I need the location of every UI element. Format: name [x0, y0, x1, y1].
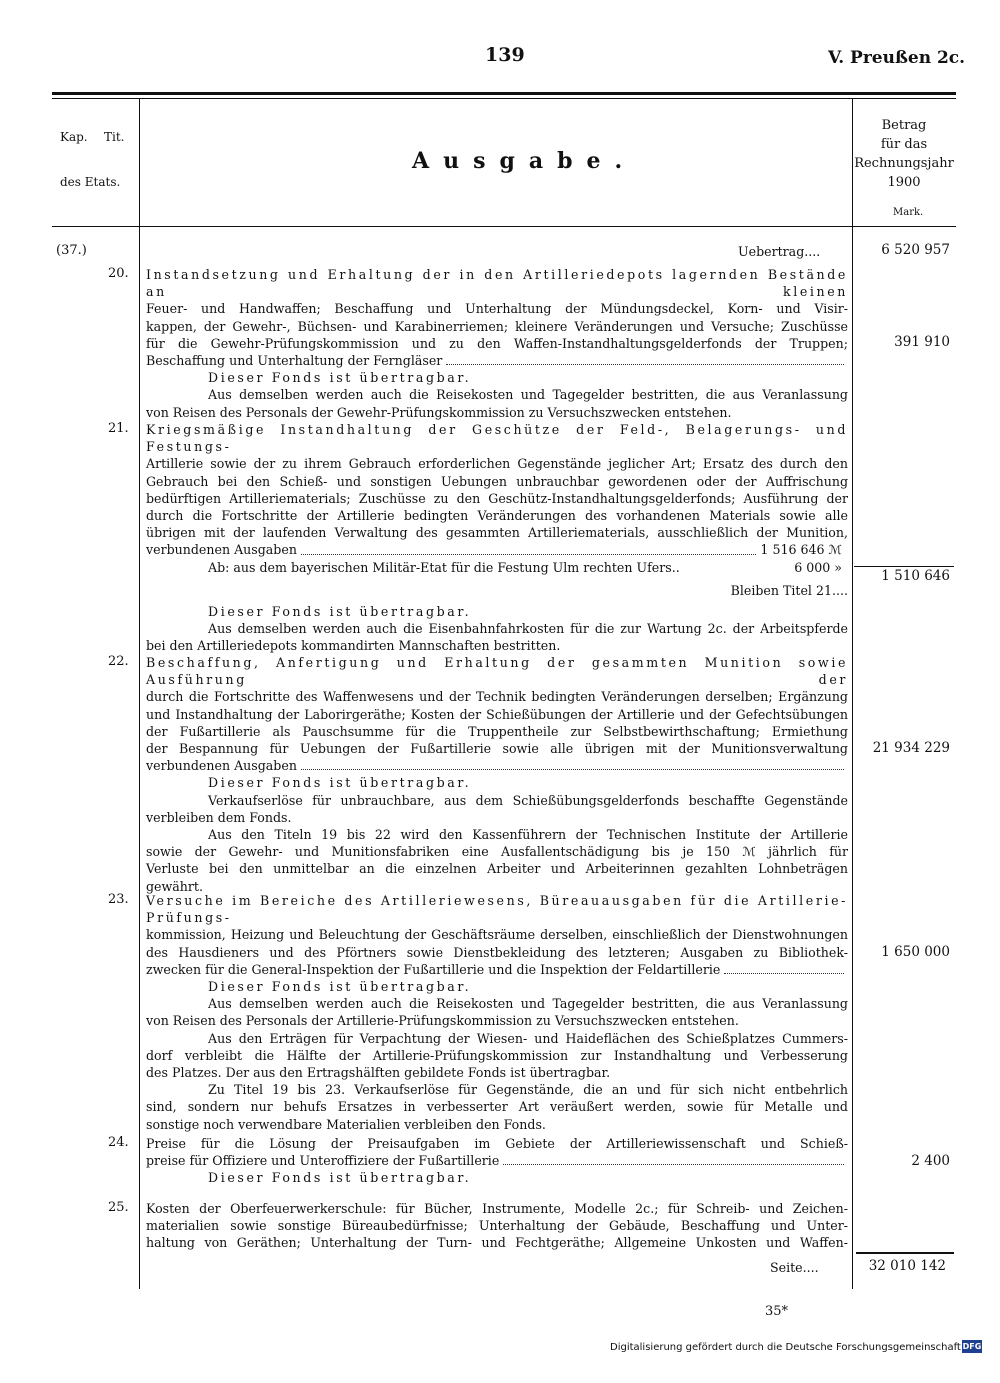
text-line	[146, 352, 848, 369]
text-line: der Fußartillerie als Pauschsumme für die Truppentheile zur Selbstbewirthschaftung; Ermiethung	[146, 723, 848, 739]
note-line: dorf verbleibt die Hälfte der Artillerie-Prüfungskommission zur Instandhaltung und Verbesserung	[146, 1047, 848, 1063]
title-amount: 391 910	[894, 334, 950, 350]
title-amount: 2 400	[911, 1153, 950, 1169]
line-text: verbundenen Ausgaben	[146, 758, 297, 774]
text-line	[146, 541, 848, 558]
title-amount: 1 650 000	[881, 944, 950, 960]
text-line: Preise für die Lösung der Preisaufgaben im Gebiete der Artilleriewissenschaft und Schieß-	[146, 1136, 848, 1151]
text-line: und Instandhaltung der Laborirgeräthe; Kosten der Schießübungen der Artillerie und der Gefechtsübungen	[146, 706, 848, 722]
column-divider-right	[852, 99, 853, 1289]
text-line: Gebrauch bei den Schieß- und sonstigen Uebungen unbrauchbar gewordenen oder der Auffrischung	[146, 473, 848, 489]
title-text	[146, 1135, 848, 1187]
note-line: Aus den Titeln 19 bis 22 wird den Kassenführern der Technischen Institute der Artillerie	[208, 827, 848, 843]
gross-amount: 1 516 646 ℳ	[760, 542, 842, 558]
text-line: Versuche im Bereiche des Artilleriewesens, Büreauausgaben für die Artillerie-Prüfungs-	[146, 893, 848, 926]
dot-leader	[301, 757, 844, 770]
text-line: haltung von Geräthen; Unterhaltung der Turn- und Fechtgeräthe; Allgemeine Unkosten und Waffen-	[146, 1235, 848, 1251]
fonds-note: Dieser Fonds ist übertragbar.	[208, 1170, 472, 1186]
note-line: gewährt.	[146, 878, 203, 894]
amount-header-line: Rechnungsjahr	[854, 156, 954, 171]
text-line: bedürftigen Artilleriematerials; Zuschüsse zu den Geschütz-Instandhaltungsgelderfonds; Ausführung der	[146, 490, 848, 506]
title-text	[146, 421, 848, 655]
seite-amount: 32 010 142	[868, 1258, 946, 1274]
note-line: Aus demselben werden auch die Reisekosten und Tagegelder bestritten, die aus Veranlassung	[208, 996, 848, 1012]
sum-rule-21	[854, 566, 954, 567]
page-number: 139	[485, 44, 525, 66]
text-line: Artillerie sowie der zu ihrem Gebrauch erforderlichen Gegenstände jeglicher Art; Ersatz des durch den	[146, 456, 848, 472]
text-line: Kriegsmäßige Instandhaltung der Geschütze der Feld-, Belagerungs- und Festungs-	[146, 422, 848, 455]
deduction-amount: 6 000 »	[794, 559, 842, 575]
amount-header-line: Betrag	[881, 118, 927, 133]
line-text: preise für Offiziere und Unteroffiziere der Fußartillerie	[146, 1153, 500, 1169]
note-line: Zu Titel 19 bis 23. Verkaufserlöse für Gegenstände, die an und für sich nicht entbehrlich	[208, 1082, 848, 1098]
title-number: 22.	[108, 654, 129, 669]
line-text: Beschaffung und Unterhaltung der Ferngläser	[146, 353, 443, 369]
remaining-line	[146, 576, 848, 599]
note-line: verbleiben dem Fonds.	[146, 809, 292, 825]
text-line: Beschaffung, Anfertigung und Erhaltung der gesammten Munition sowie Ausführung der	[146, 655, 848, 688]
deduction-line	[146, 559, 848, 576]
title-text	[146, 892, 848, 1133]
title-text	[146, 1200, 848, 1252]
text-line	[146, 961, 848, 978]
text-line: kappen, der Gewehr-, Büchsen- und Karabinerriemen; kleinere Veränderungen und Versuche; Zuschüsse	[146, 318, 848, 334]
title-amount: 21 934 229	[872, 740, 950, 756]
text-line: durch die Fortschritte der Artillerie bedingten Veränderungen des vorhandenen Materials sowie alle	[146, 508, 848, 524]
note-line: Aus den Erträgen für Verpachtung der Wiesen- und Haideflächen des Schießplatzes Cummers-	[208, 1030, 848, 1046]
note-line: sind, sondern nur behufs Ersatzes in verbesserter Art veräußert werden, sowie für Metalle und	[146, 1099, 848, 1115]
note-line: Aus demselben werden auch die Eisenbahnfahrkosten für die zur Wartung 2c. der Arbeitspferde	[208, 621, 848, 637]
text-line: durch die Fortschritte des Waffenwesens und der Technik bedingten Veränderungen derselben; Ergänzung	[146, 689, 848, 705]
title-text	[146, 654, 848, 895]
note-line: von Reisen des Personals der Gewehr-Prüfungskommission zu Versuchszwecken entstehen.	[146, 404, 732, 420]
note-line: Aus demselben werden auch die Reisekosten und Tagegelder bestritten, die aus Veranlassung	[208, 387, 848, 403]
amount-header-line: für das	[880, 137, 928, 152]
deduction-label: Ab: aus dem bayerischen Militär-Etat für die Festung Ulm rechten Ufers..	[208, 559, 680, 575]
section-title: Ausgabe.	[412, 148, 637, 174]
note-line: sowie der Gewehr- und Munitionsfabriken eine Ausfallentschädigung bis je 150 ℳ jährlich für	[146, 844, 848, 860]
unit-label: Mark.	[893, 207, 924, 218]
remaining-label: Bleiben Titel 21....	[730, 582, 848, 598]
column-divider-left	[139, 99, 140, 1289]
note-line: bei den Artilleriedepots kommandirten Mannschaften bestritten.	[146, 638, 561, 654]
top-double-rule-thin	[52, 98, 956, 99]
note-line: des Platzes. Der aus den Ertragshälften gebildete Fonds ist übertragbar.	[146, 1065, 611, 1081]
title-number: 24.	[108, 1135, 129, 1150]
dfg-logo: DFG	[962, 1342, 982, 1351]
text-line: Feuer- und Handwaffen; Beschaffung und Unterhaltung der Mündungsdeckel, Korn- und Visir-	[146, 301, 848, 317]
title-amount: 1 510 646	[881, 568, 950, 584]
amount-column-header	[853, 116, 955, 192]
running-head: V. Preußen 2c.	[828, 48, 966, 68]
note-line: sonstige noch verwendbare Materialien verbleiben den Fonds.	[146, 1116, 546, 1132]
text-line: Instandsetzung und Erhaltung der in den Artilleriedepots lagernden Bestände an kleinen	[146, 267, 848, 300]
text-line: übrigen mit der laufenden Verwaltung des gesammten Artilleriematerials, ausschließlich der Munition,	[146, 525, 848, 541]
header-des-etats: des Etats.	[60, 175, 121, 189]
dot-leader	[503, 1152, 844, 1165]
dot-leader	[446, 352, 844, 365]
top-double-rule-thick	[52, 92, 956, 95]
fonds-note: Dieser Fonds ist übertragbar.	[208, 979, 472, 995]
note-line: Verluste bei den unmittelbar an die einzelnen Arbeiter und Arbeiterinnen gezahlten Lohnbeträgen	[146, 861, 848, 877]
note-line: von Reisen des Personals der Artillerie-Prüfungskommission zu Versuchszwecken entstehen.	[146, 1013, 739, 1029]
uebertrag-label: Uebertrag....	[738, 244, 821, 259]
text-line: der Bespannung für Uebungen der Fußartillerie sowie alle übrigen mit der Munitionsverwaltung	[146, 741, 848, 757]
line-text: verbundenen Ausgaben	[146, 542, 297, 558]
text-line: für die Gewehr-Prüfungskommission und zu den Waffen-Instandhaltungsgelderfonds der Truppen;	[146, 335, 848, 351]
note-line: Verkaufserlöse für unbrauchbare, aus dem Schießübungsgelderfonds beschaffte Gegenstände	[208, 792, 848, 808]
dot-leader	[301, 541, 756, 554]
digitization-note: Digitalisierung gefördert durch die Deutsche Forschungsgemeinschaft	[610, 1342, 961, 1353]
fonds-note: Dieser Fonds ist übertragbar.	[208, 604, 472, 620]
uebertrag-amount: 6 520 957	[881, 242, 950, 258]
line-text: zwecken für die General-Inspektion der Fußartillerie und die Inspektion der Feldartillerie	[146, 961, 721, 977]
text-line: Kosten der Oberfeuerwerkerschule: für Bücher, Instrumente, Modelle 2c.; für Schreib- und Zeichen-	[146, 1201, 848, 1216]
signature-mark: 35*	[765, 1304, 789, 1319]
text-line: materialien sowie sonstige Büreaubedürfnisse; Unterhaltung der Gebäude, Beschaffung und Unter-	[146, 1218, 848, 1234]
amount-header-line: 1900	[887, 175, 921, 190]
title-number: 20.	[108, 266, 129, 281]
header-bottom-rule	[52, 226, 956, 227]
kapitel-number: (37.)	[56, 243, 87, 258]
seite-rule	[856, 1252, 954, 1254]
title-number: 23.	[108, 892, 129, 907]
title-number: 21.	[108, 421, 129, 436]
dot-leader	[724, 961, 844, 974]
text-line	[146, 1152, 848, 1169]
seite-label: Seite....	[770, 1260, 819, 1275]
title-text	[146, 266, 848, 421]
header-tit: Tit.	[104, 130, 125, 144]
text-line: des Hausdieners und des Pförtners sowie Dienstbekleidung des letzteren; Ausgaben zu Bibliothek-	[146, 944, 848, 960]
text-line	[146, 757, 848, 774]
fonds-note: Dieser Fonds ist übertragbar.	[208, 370, 472, 386]
fonds-note: Dieser Fonds ist übertragbar.	[208, 775, 472, 791]
text-line: kommission, Heizung und Beleuchtung der Geschäftsräume derselben, einschließlich der Dienstwohnungen	[146, 927, 848, 943]
header-kap: Kap.	[60, 130, 88, 144]
title-number: 25.	[108, 1200, 129, 1215]
